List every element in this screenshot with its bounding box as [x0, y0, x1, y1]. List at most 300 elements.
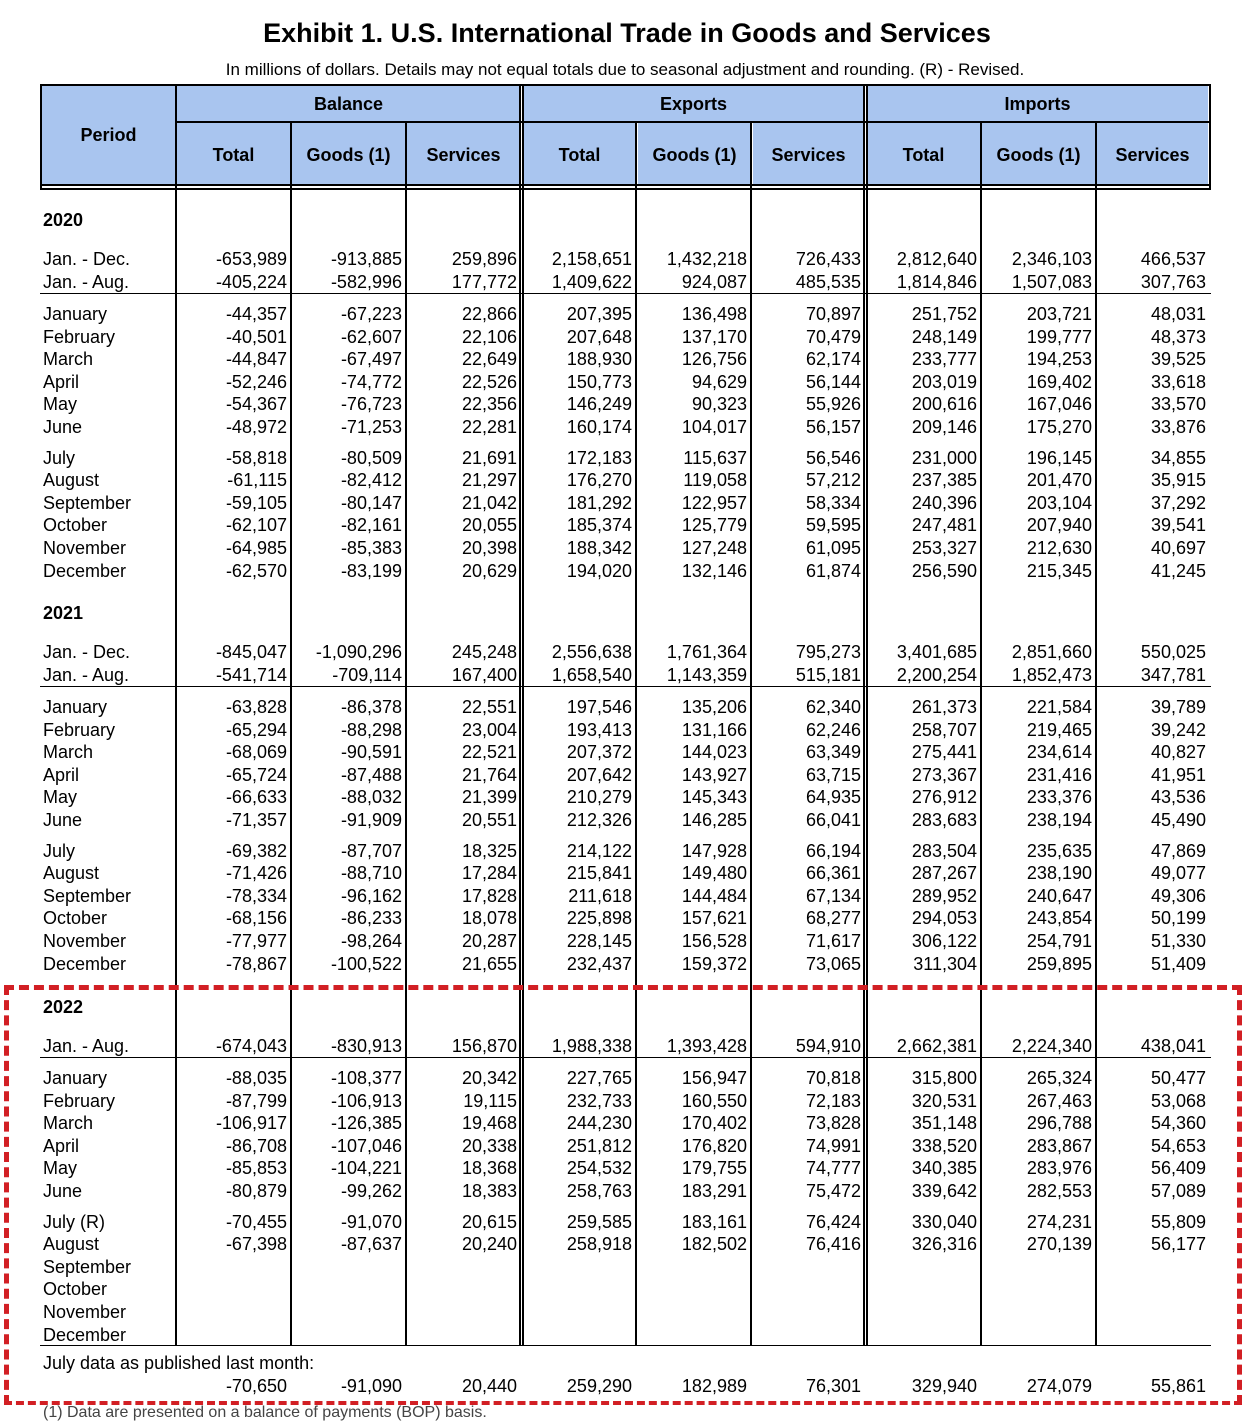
row-value: 247,481 [911, 515, 977, 535]
table-header [40, 84, 1210, 186]
year-heading: 2022 [43, 997, 84, 1017]
row-value: -68,156 [225, 908, 287, 928]
row-value: 76,416 [805, 1234, 861, 1254]
row-value: 144,484 [681, 886, 747, 906]
row-value: 73,065 [805, 954, 861, 974]
row-value: -86,378 [340, 697, 402, 717]
table-row [0, 840, 1254, 862]
row-value: 61,095 [805, 538, 861, 558]
row-period: March [43, 1113, 94, 1133]
row-period: September [43, 1257, 132, 1277]
row-value: 94,629 [691, 372, 747, 392]
summary-row [0, 641, 1254, 663]
row-value: 169,402 [1026, 372, 1092, 392]
row-value: 283,976 [1026, 1158, 1092, 1178]
row-value: 181,292 [566, 493, 632, 513]
year-heading: 2021 [43, 603, 84, 623]
row-value: 194,253 [1026, 349, 1092, 369]
row-value: 74,777 [805, 1158, 861, 1178]
row-value: 21,399 [461, 787, 517, 807]
row-value: 20,342 [461, 1068, 517, 1088]
row-value: 127,248 [681, 538, 747, 558]
row-value: 2,158,651 [551, 249, 632, 269]
row-value: 63,349 [805, 742, 861, 762]
row-period: January [43, 697, 108, 717]
row-period: June [43, 1181, 83, 1201]
row-value: 1,507,083 [1011, 272, 1092, 292]
exhibit-title: Exhibit 1. U.S. International Trade in Goods and Services [263, 18, 991, 48]
row-value: 47,869 [1150, 841, 1206, 861]
row-period: August [43, 1234, 100, 1254]
grid-line [40, 184, 1211, 186]
row-value: 201,470 [1026, 470, 1092, 490]
row-value: 225,898 [566, 908, 632, 928]
row-value: 160,174 [566, 417, 632, 437]
row-value: -91,070 [340, 1212, 402, 1232]
row-value: 238,194 [1026, 810, 1092, 830]
row-value: 54,360 [1150, 1113, 1206, 1133]
row-value: 185,374 [566, 515, 632, 535]
header-col-exports-goods: Goods (1) [652, 145, 737, 165]
row-value: -541,714 [215, 665, 287, 685]
row-value: 22,526 [461, 372, 517, 392]
row-value: 188,930 [566, 349, 632, 369]
row-value: 2,224,340 [1011, 1036, 1092, 1056]
row-value: 265,324 [1026, 1068, 1092, 1088]
row-value: -87,488 [340, 765, 402, 785]
row-value: -709,114 [332, 665, 402, 685]
row-value: 326,316 [911, 1234, 977, 1254]
row-value: 90,323 [691, 394, 747, 414]
row-period: March [43, 349, 94, 369]
row-value: 21,691 [461, 448, 517, 468]
grid-line [40, 84, 1211, 86]
row-value: 57,089 [1150, 1181, 1206, 1201]
header-col-imports-goods: Goods (1) [996, 145, 1081, 165]
row-value: 177,772 [451, 272, 517, 292]
row-value: -86,233 [340, 908, 402, 928]
row-value: -98,264 [340, 931, 402, 951]
row-value: 214,122 [566, 841, 632, 861]
row-value: 167,400 [451, 665, 517, 685]
row-value: -80,509 [340, 448, 402, 468]
row-value: 56,546 [805, 448, 861, 468]
row-value: 211,618 [568, 886, 632, 906]
row-value: 550,025 [1140, 642, 1206, 662]
row-value: 256,590 [911, 561, 977, 581]
row-value: 231,416 [1026, 765, 1092, 785]
exhibit-subtitle: In millions of dollars. Details may not equal totals due to seasonal adjustment and rounding. (R) - Revised. [225, 60, 1025, 79]
grid-line [1209, 84, 1211, 190]
row-value: 135,206 [681, 697, 747, 717]
row-period: Jan. - Aug. [43, 1036, 130, 1056]
row-value: 55,926 [805, 394, 861, 414]
row-value: 251,752 [911, 304, 977, 324]
row-value: 1,409,622 [551, 272, 632, 292]
row-value: 315,800 [911, 1068, 977, 1088]
row-value: 53,068 [1150, 1091, 1206, 1111]
row-value: 1,432,218 [666, 249, 747, 269]
row-value: 1,814,846 [896, 272, 977, 292]
row-value: -62,570 [225, 561, 287, 581]
row-period: April [43, 1136, 80, 1156]
row-value: -830,913 [330, 1036, 402, 1056]
row-value: 215,345 [1026, 561, 1092, 581]
row-value: -85,853 [225, 1158, 287, 1178]
summary-row [0, 271, 1254, 293]
header-col-exports-services: Services [771, 145, 846, 165]
row-period: August [43, 863, 100, 883]
row-value: 137,170 [681, 327, 747, 347]
row-period: March [43, 742, 94, 762]
row-value: -88,710 [340, 863, 402, 883]
row-value: 307,763 [1140, 272, 1206, 292]
row-value: -68,069 [225, 742, 287, 762]
row-value: 33,570 [1150, 394, 1206, 414]
row-value: 259,896 [451, 249, 517, 269]
row-value: 39,789 [1150, 697, 1206, 717]
row-value: 175,270 [1026, 417, 1092, 437]
row-value: 340,385 [911, 1158, 977, 1178]
row-value: -61,115 [227, 470, 287, 490]
row-value: 253,327 [911, 538, 977, 558]
row-value: -63,828 [225, 697, 287, 717]
row-period: December [43, 561, 127, 581]
table-row [0, 492, 1254, 514]
row-value: -87,707 [340, 841, 402, 861]
row-value: 49,077 [1150, 863, 1206, 883]
row-value: 21,042 [461, 493, 517, 513]
row-value: 339,642 [911, 1181, 977, 1201]
row-value: 131,166 [681, 720, 747, 740]
row-value: 306,122 [911, 931, 977, 951]
row-value: 1,761,364 [666, 642, 747, 662]
row-value: 144,023 [681, 742, 747, 762]
row-value: 39,541 [1150, 515, 1206, 535]
row-value: 287,267 [911, 863, 977, 883]
row-value: 296,788 [1026, 1113, 1092, 1133]
row-value: 176,270 [566, 470, 632, 490]
row-value: 283,683 [911, 810, 977, 830]
row-value: 18,368 [461, 1158, 517, 1178]
table-row [0, 953, 1254, 975]
row-value: 232,733 [566, 1091, 632, 1111]
row-value: 20,398 [461, 538, 517, 558]
row-value: 194,020 [566, 561, 632, 581]
row-value: -44,357 [225, 304, 287, 324]
row-value: 234,614 [1026, 742, 1092, 762]
table-row [0, 469, 1254, 491]
row-value: -104,221 [330, 1158, 402, 1178]
row-value: 248,149 [911, 327, 977, 347]
row-value: 212,326 [566, 810, 632, 830]
row-value: 270,139 [1026, 1234, 1092, 1254]
row-value: -71,357 [225, 810, 287, 830]
row-value: 41,951 [1150, 765, 1206, 785]
row-value: 330,040 [911, 1212, 977, 1232]
row-period: Jan. - Dec. [43, 249, 131, 269]
row-value: 254,532 [566, 1158, 632, 1178]
row-value: -85,383 [340, 538, 402, 558]
row-value: 347,781 [1140, 665, 1206, 685]
row-value: 59,595 [805, 515, 861, 535]
row-value: 258,918 [566, 1234, 632, 1254]
row-value: 119,058 [683, 470, 747, 490]
row-value: 438,041 [1140, 1036, 1206, 1056]
row-value: 22,649 [461, 349, 517, 369]
row-value: 2,812,640 [896, 249, 977, 269]
row-value: 57,212 [805, 470, 861, 490]
row-value: 18,383 [461, 1181, 517, 1201]
row-value: 54,653 [1150, 1136, 1206, 1156]
row-value: 209,146 [911, 417, 977, 437]
row-value: 2,662,381 [896, 1036, 977, 1056]
row-value: 39,242 [1150, 720, 1206, 740]
row-value: 167,046 [1026, 394, 1092, 414]
row-value: 283,504 [911, 841, 977, 861]
table-row [0, 514, 1254, 536]
row-value: 40,697 [1150, 538, 1206, 558]
row-value: 20,629 [461, 561, 517, 581]
row-value: 22,356 [461, 394, 517, 414]
row-value: -65,294 [225, 720, 287, 740]
table-row [0, 371, 1254, 393]
row-value: 22,106 [461, 327, 517, 347]
row-value: 66,361 [805, 863, 861, 883]
row-value: 215,841 [566, 863, 632, 883]
table-row [0, 741, 1254, 763]
row-value: 70,897 [805, 304, 861, 324]
row-value: 1,988,338 [551, 1036, 632, 1056]
row-value: 240,647 [1026, 886, 1092, 906]
row-value: 73,828 [805, 1113, 861, 1133]
row-value: -106,913 [330, 1091, 402, 1111]
table-row [0, 907, 1254, 929]
row-value: 37,292 [1150, 493, 1206, 513]
row-period: Jan. - Aug. [43, 272, 130, 292]
summary-row [0, 664, 1254, 686]
row-value: 485,535 [795, 272, 861, 292]
row-period: February [43, 1091, 116, 1111]
row-value: 282,553 [1026, 1181, 1092, 1201]
row-value: 2,556,638 [551, 642, 632, 662]
row-value: 125,779 [681, 515, 747, 535]
row-value: 188,342 [566, 538, 632, 558]
row-value: 156,947 [681, 1068, 747, 1088]
row-value: 70,479 [805, 327, 861, 347]
row-value: 61,874 [805, 561, 861, 581]
row-value: 1,393,428 [666, 1036, 747, 1056]
row-value: 147,928 [681, 841, 747, 861]
row-value: 18,078 [461, 908, 517, 928]
row-value: 245,248 [451, 642, 517, 662]
row-value: 33,876 [1150, 417, 1206, 437]
row-value: 159,372 [681, 954, 747, 974]
row-value: -91,090 [340, 1376, 402, 1396]
row-value: 274,231 [1026, 1212, 1092, 1232]
row-value: 74,991 [805, 1136, 861, 1156]
row-value: -65,724 [225, 765, 287, 785]
row-value: 207,642 [566, 765, 632, 785]
row-value: 35,915 [1150, 470, 1206, 490]
row-value: 76,424 [805, 1212, 861, 1232]
row-value: 63,715 [805, 765, 861, 785]
row-value: 71,617 [805, 931, 861, 951]
row-value: 1,143,359 [666, 665, 747, 685]
row-value: 273,367 [911, 765, 977, 785]
row-value: -54,367 [225, 394, 287, 414]
row-value: 33,618 [1150, 372, 1206, 392]
row-value: 45,490 [1150, 810, 1206, 830]
footnote: (1) Data are presented on a balance of payments (BOP) basis. [43, 1404, 487, 1421]
row-value: 149,480 [681, 863, 747, 883]
row-value: -913,885 [330, 249, 402, 269]
row-value: 50,477 [1150, 1068, 1206, 1088]
row-value: 18,325 [461, 841, 517, 861]
row-value: 329,940 [911, 1376, 977, 1396]
row-value: 56,409 [1150, 1158, 1206, 1178]
header-col-balance-goods: Goods (1) [306, 145, 391, 165]
header-col-exports-total: Total [558, 145, 601, 165]
row-value: -58,818 [225, 448, 287, 468]
header-group-exports: Exports [659, 94, 728, 114]
row-period: July [43, 841, 76, 861]
row-value: -82,161 [340, 515, 402, 535]
row-value: 338,520 [911, 1136, 977, 1156]
row-value: 3,401,685 [896, 642, 977, 662]
highlight-frame-2022 [4, 985, 1242, 1405]
row-period: July (R) [43, 1212, 105, 1232]
row-value: 795,273 [795, 642, 861, 662]
row-period: October [43, 908, 108, 928]
row-value: 172,183 [566, 448, 632, 468]
row-period: September [43, 886, 132, 906]
row-value: 197,546 [566, 697, 632, 717]
row-value: 66,194 [805, 841, 861, 861]
row-value: -78,334 [225, 886, 287, 906]
row-value: -71,426 [225, 863, 287, 883]
row-value: 51,409 [1150, 954, 1206, 974]
row-value: 122,957 [681, 493, 747, 513]
row-period: April [43, 765, 80, 785]
table-row [0, 719, 1254, 741]
row-value: -67,223 [340, 304, 402, 324]
row-period: November [43, 538, 127, 558]
row-value: 227,765 [566, 1068, 632, 1088]
row-value: -96,162 [340, 886, 402, 906]
row-value: 196,145 [1026, 448, 1092, 468]
row-value: 115,637 [683, 448, 747, 468]
row-period: Jan. - Dec. [43, 642, 131, 662]
row-value: 51,330 [1150, 931, 1206, 951]
row-value: -66,633 [225, 787, 287, 807]
row-value: 207,395 [566, 304, 632, 324]
row-value: 145,343 [681, 787, 747, 807]
row-value: 75,472 [805, 1181, 861, 1201]
row-value: 20,440 [461, 1376, 517, 1396]
row-value: 289,952 [911, 886, 977, 906]
row-value: 267,463 [1026, 1091, 1092, 1111]
row-value: 466,537 [1140, 249, 1206, 269]
row-value: 259,290 [566, 1376, 632, 1396]
row-value: 726,433 [795, 249, 861, 269]
row-value: 22,521 [461, 742, 517, 762]
row-value: -80,879 [225, 1181, 287, 1201]
row-value: 1,852,473 [1011, 665, 1092, 685]
row-value: 56,157 [805, 417, 861, 437]
table-row [0, 447, 1254, 469]
row-value: 48,373 [1150, 327, 1206, 347]
row-value: -70,650 [225, 1376, 287, 1396]
row-value: 56,177 [1150, 1234, 1206, 1254]
row-value: -83,199 [340, 561, 402, 581]
table-row [0, 537, 1254, 559]
row-value: -71,253 [340, 417, 402, 437]
row-value: 55,809 [1150, 1212, 1206, 1232]
header-group-imports: Imports [1004, 94, 1071, 114]
row-period: June [43, 417, 83, 437]
row-value: 64,935 [805, 787, 861, 807]
row-value: 104,017 [681, 417, 747, 437]
row-value: -77,977 [225, 931, 287, 951]
row-value: 238,190 [1026, 863, 1092, 883]
row-value: -100,522 [330, 954, 402, 974]
row-value: 72,183 [805, 1091, 861, 1111]
row-value: 274,079 [1026, 1376, 1092, 1396]
row-period: April [43, 372, 80, 392]
row-value: 2,851,660 [1011, 642, 1092, 662]
row-value: 40,827 [1150, 742, 1206, 762]
row-value: 221,584 [1026, 697, 1092, 717]
row-value: 515,181 [795, 665, 861, 685]
row-value: -67,497 [340, 349, 402, 369]
row-value: 62,174 [805, 349, 861, 369]
row-value: 70,818 [805, 1068, 861, 1088]
row-value: 50,199 [1150, 908, 1206, 928]
row-value: 150,773 [566, 372, 632, 392]
table-row [0, 696, 1254, 718]
row-value: 2,200,254 [896, 665, 977, 685]
row-value: 146,285 [681, 810, 747, 830]
row-value: 254,791 [1026, 931, 1092, 951]
row-period: September [43, 493, 132, 513]
table-row [0, 786, 1254, 808]
table-row [0, 809, 1254, 831]
row-period: January [43, 304, 108, 324]
row-value: -91,909 [340, 810, 402, 830]
row-value: 232,437 [566, 954, 632, 974]
table-row [0, 560, 1254, 582]
row-value: -67,398 [225, 1234, 287, 1254]
grid-line [40, 188, 1211, 190]
row-value: 179,755 [681, 1158, 747, 1178]
row-value: 17,284 [461, 863, 517, 883]
table-row [0, 348, 1254, 370]
row-value: 203,104 [1026, 493, 1092, 513]
row-value: 203,721 [1026, 304, 1092, 324]
row-value: 21,655 [461, 954, 517, 974]
row-value: 20,287 [461, 931, 517, 951]
row-value: 34,855 [1150, 448, 1206, 468]
row-value: 182,502 [681, 1234, 747, 1254]
row-value: -88,298 [340, 720, 402, 740]
header-group-balance: Balance [313, 94, 384, 114]
table-row [0, 393, 1254, 415]
row-value: 67,134 [805, 886, 861, 906]
row-value: -62,607 [340, 327, 402, 347]
row-value: 1,658,540 [551, 665, 632, 685]
row-value: 320,531 [911, 1091, 977, 1111]
